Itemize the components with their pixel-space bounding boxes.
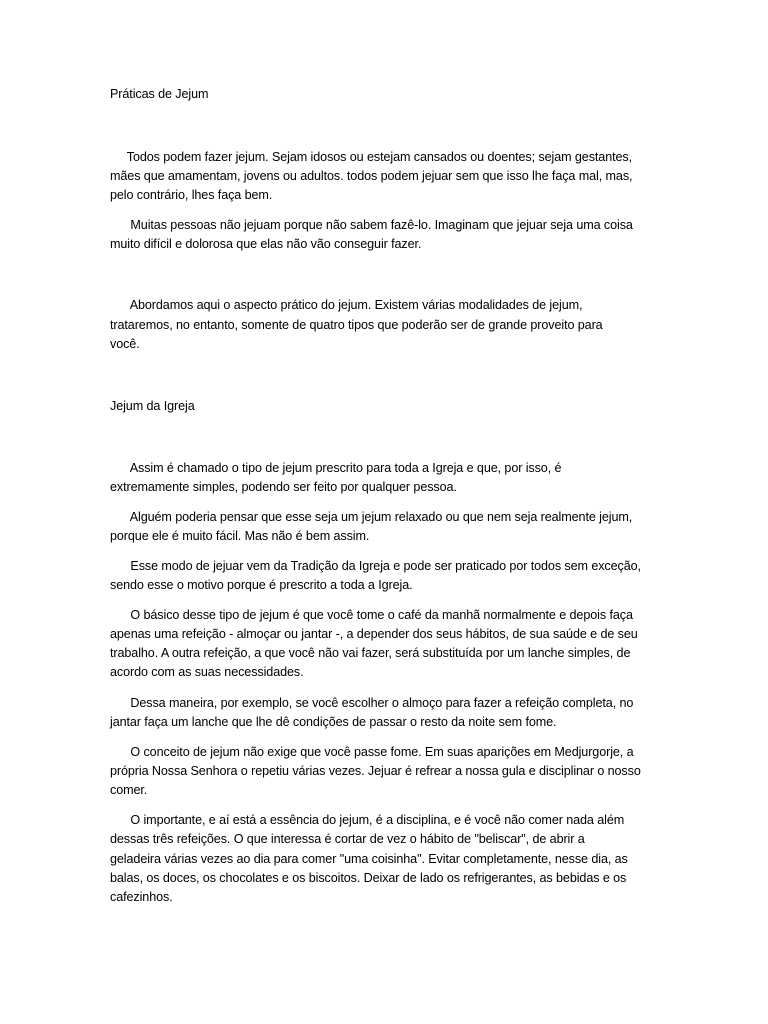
text-line: O básico desse tipo de jejum é que você tome o café da manhã normalmente e depois faça: [110, 608, 633, 622]
text-line: Muitas pessoas não jejuam porque não sabem fazê-lo. Imaginam que jejuar seja uma coisa: [110, 218, 633, 232]
text-line: O conceito de jejum não exige que você passe fome. Em suas aparições em Medjurgorje, a: [110, 745, 634, 759]
text-line: própria Nossa Senhora o repetiu várias vezes. Jejuar é refrear a nossa gula e disciplinar o nosso: [110, 764, 641, 778]
text-line: cafezinhos.: [110, 890, 173, 904]
text-line: O importante, e aí está a essência do jejum, é a disciplina, e é você não comer nada além: [110, 813, 625, 827]
text-line: trabalho. A outra refeição, a que você não vai fazer, será substituída por um lanche simples, de: [110, 646, 631, 660]
text-line: você.: [110, 337, 140, 351]
text-line: geladeira várias vezes ao dia para comer "uma coisinha". Evitar completamente, nesse dia, as: [110, 852, 628, 866]
text-line: Abordamos aqui o aspecto prático do jejum. Existem várias modalidades de jejum,: [110, 298, 583, 312]
text-line: trataremos, no entanto, somente de quatro tipos que poderão ser de grande proveito para: [110, 318, 603, 332]
text-line: dessas três refeições. O que interessa é cortar de vez o hábito de "beliscar", de abrir a: [110, 832, 585, 846]
text-line: apenas uma refeição - almoçar ou jantar -, a depender dos seus hábitos, de sua saúde e de seu: [110, 627, 638, 641]
text-line: sendo esse o motivo porque é prescrito a toda a Igreja.: [110, 578, 413, 592]
text-line: mães que amamentam, jovens ou adultos. todos podem jejuar sem que isso lhe faça mal, mas,: [110, 169, 633, 183]
text-line: muito difícil e dolorosa que elas não vão conseguir fazer.: [110, 237, 422, 251]
text-line: Dessa maneira, por exemplo, se você escolher o almoço para fazer a refeição completa, no: [110, 696, 634, 710]
text-line: Esse modo de jejuar vem da Tradição da Igreja e pode ser praticado por todos sem exceção,: [110, 559, 641, 573]
text-line: Alguém poderia pensar que esse seja um jejum relaxado ou que nem seja realmente jejum,: [110, 510, 633, 524]
text-line: Todos podem fazer jejum. Sejam idosos ou estejam cansados ou doentes; sejam gestantes,: [110, 150, 633, 164]
text-line: balas, os doces, os chocolates e os biscoitos. Deixar de lado os refrigerantes, as bebidas e os: [110, 871, 627, 885]
text-line: pelo contrário, lhes faça bem.: [110, 188, 273, 202]
text-line: porque ele é muito fácil. Mas não é bem assim.: [110, 529, 370, 543]
text-line: extremamente simples, podendo ser feito por qualquer pessoa.: [110, 480, 457, 494]
text-line: comer.: [110, 783, 148, 797]
text-line: Assim é chamado o tipo de jejum prescrito para toda a Igreja e que, por isso, é: [110, 461, 562, 475]
text-line: jantar faça um lanche que lhe dê condições de passar o resto da noite sem fome.: [110, 715, 557, 729]
document-title: Práticas de Jejum: [110, 87, 209, 101]
text-line: acordo com as suas necessidades.: [110, 665, 304, 679]
section-title: Jejum da Igreja: [110, 399, 195, 413]
